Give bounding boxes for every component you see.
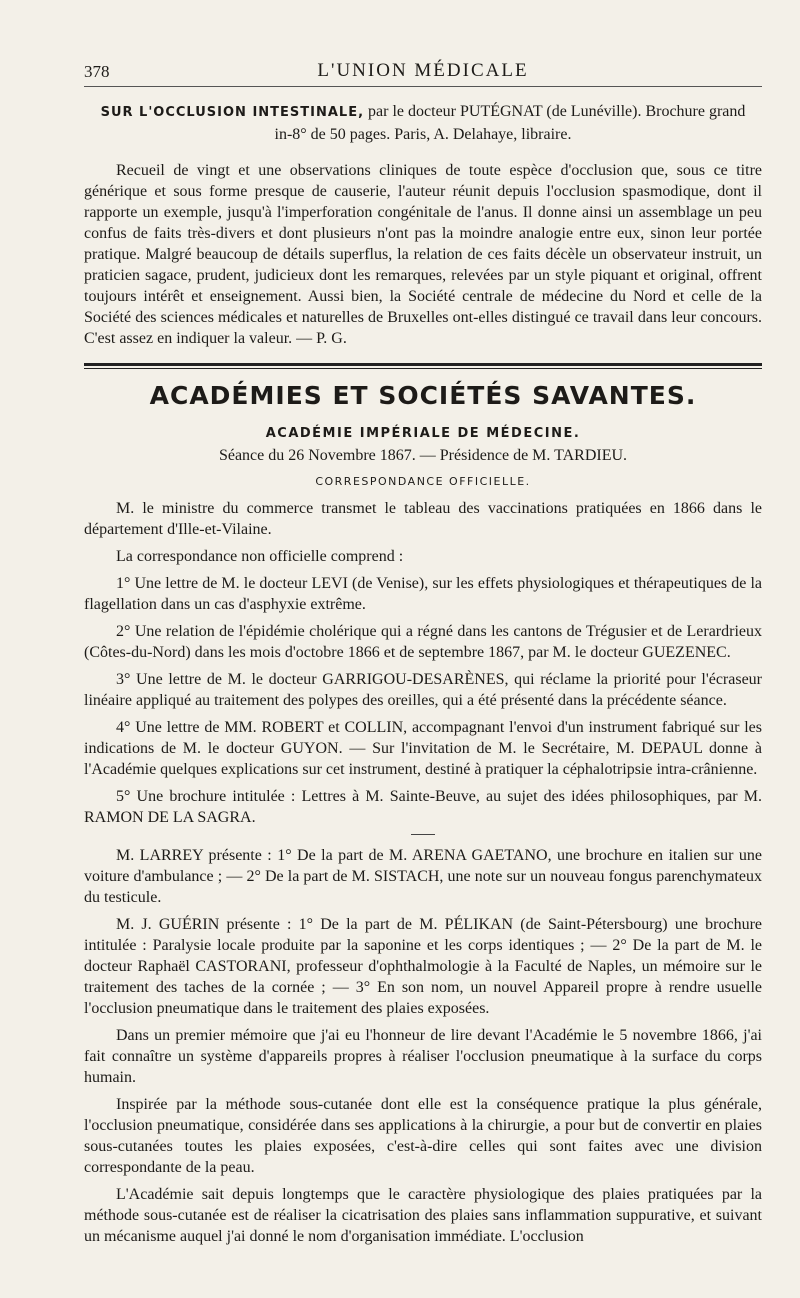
page-number: 378 (84, 62, 110, 81)
correspondence-item: 4° Une lettre de MM. ROBERT et COLLIN, accompagnant l'envoi d'un instrument fabriqué sur les indications de M. le docteur GUYON. — Sur l'invitation de M. le Secrétaire, M. DEPAUL donne à l'Académie quelques explications sur cet instrument, destiné à pratiquer la céphalotripsie intra-crânienne. (84, 719, 762, 778)
running-head (84, 52, 762, 87)
bibliography-details: par le docteur PUTÉGNAT (de Lunéville). Brochure grand in-8° de 50 pages. Paris, A. Delahaye, libraire. (274, 103, 746, 143)
correspondence-item: 1° Une lettre de M. le docteur LEVI (de Venise), sur les effets physiologiques et thérapeutiques de la flagellation dans un cas d'asphyxie extrême. (84, 575, 762, 613)
academy-name: ACADÉMIE IMPÉRIALE DE MÉDECINE. (265, 426, 581, 441)
short-divider (411, 834, 435, 835)
presentation-paragraph: M. J. GUÉRIN présente : 1° De la part de M. PÉLIKAN (de Saint-Pétersbourg) une brochure intitulée : Paralysie locale produite par la saponine et les corps identiques ; — 2° De la part de M. le docteur Raphaël CASTORANI, professeur d'ophthalmologie à la Faculté de Naples, un mémoire sur le traitement des taches de la cornée ; — 3° En son nom, un nouvel Appareil propre à rendre usuelle l'occlusion pneumatique dans le traitement des plaies exposées. (84, 916, 762, 1017)
bibliography-title: SUR L'OCCLUSION INTESTINALE, (100, 105, 365, 120)
memoir-paragraph: Dans un premier mémoire que j'ai eu l'honneur de lire devant l'Académie le 5 novembre 1866, j'ai fait connaître un système d'appareils propres à réaliser l'occlusion pneumatique à la surface du corps humain. (84, 1027, 762, 1086)
session-line: Séance du 26 Novembre 1867. — Présidence de M. TARDIEU. (218, 447, 628, 464)
official-correspondence: M. le ministre du commerce transmet le tableau des vaccinations pratiquées en 1866 dans le département d'Ille-et-Vilaine. (84, 500, 762, 538)
review-paragraph: Recueil de vingt et une observations cliniques de toute espèce d'occlusion que, sous ce titre générique et sous forme presque de causerie, l'auteur réunit depuis l'occlusion spasmodique, dont il rapporte un exemple, jusqu'à l'imperforation congénitale de l'anus. Il donne ainsi un assemblage un peu confus de faits très-divers et dont plusieurs n'ont pas la moindre analogie entre eux, sinon leur portée pratique. Malgré beaucoup de détails superflus, la relation de ces faits décèle un observateur instruit, un praticien sagace, prudent, judicieux dont les remarques, relevées par un style piquant et original, offrent toujours intérêt et enseignement. Aussi bien, la Société centrale de médecine du Nord et celle de la Société des sciences médicales et naturelles de Bruxelles ont-elles distingué ce travail dans leur concours. C'est assez en indiquer la valeur. — P. G. (84, 162, 762, 347)
correspondence-item: 5° Une brochure intitulée : Lettres à M. Sainte-Beuve, au sujet des idées philosophiques, par M. RAMON DE LA SAGRA. (84, 788, 762, 826)
journal-title: L'UNION MÉDICALE (317, 60, 529, 81)
memoir-paragraph: Inspirée par la méthode sous-cutanée dont elle est la conséquence pratique la plus générale, l'occlusion pneumatique, considérée dans ses applications à la chirurgie, a pour but de convertir en plaies sous-cutanées toutes les plaies exposées, c'est-à-dire celles qui sont faites avec une division correspondante de la peau. (84, 1096, 762, 1176)
presentation-paragraph: M. LARREY présente : 1° De la part de M. ARENA GAETANO, une brochure en italien sur une voiture d'ambulance ; — 2° De la part de M. SISTACH, une note sur un nouveau fongus parenchymateux du testicule. (84, 847, 762, 906)
bibliography-entry (84, 101, 762, 146)
correspondence-heading: CORRESPONDANCE OFFICIELLE. (315, 475, 531, 488)
unofficial-intro: La correspondance non officielle comprend : (116, 548, 404, 565)
correspondence-item: 3° Une lettre de M. le docteur GARRIGOU-DESARÈNES, qui réclame la priorité pour l'écraseur linéaire appliqué au traitement des polypes des oreilles, qui a été présenté dans la précédente séance. (84, 671, 762, 709)
memoir-paragraph: L'Académie sait depuis longtemps que le caractère physiologique des plaies pratiquées par la méthode sous-cutanée est de réaliser la cicatrisation des plaies sans inflammation suppurative, et suivant un mécanisme auquel j'ai donné le nom d'organisation immédiate. L'occlusion (84, 1186, 762, 1245)
section-divider (84, 363, 762, 369)
section-title: ACADÉMIES ET SOCIÉTÉS SAVANTES. (149, 381, 697, 410)
correspondence-item: 2° Une relation de l'épidémie cholérique qui a régné dans les cantons de Trégusier et de Lerardrieux (Côtes-du-Nord) dans les mois d'octobre 1866 et de septembre 1867, par M. le docteur GUEZENEC. (84, 623, 762, 661)
